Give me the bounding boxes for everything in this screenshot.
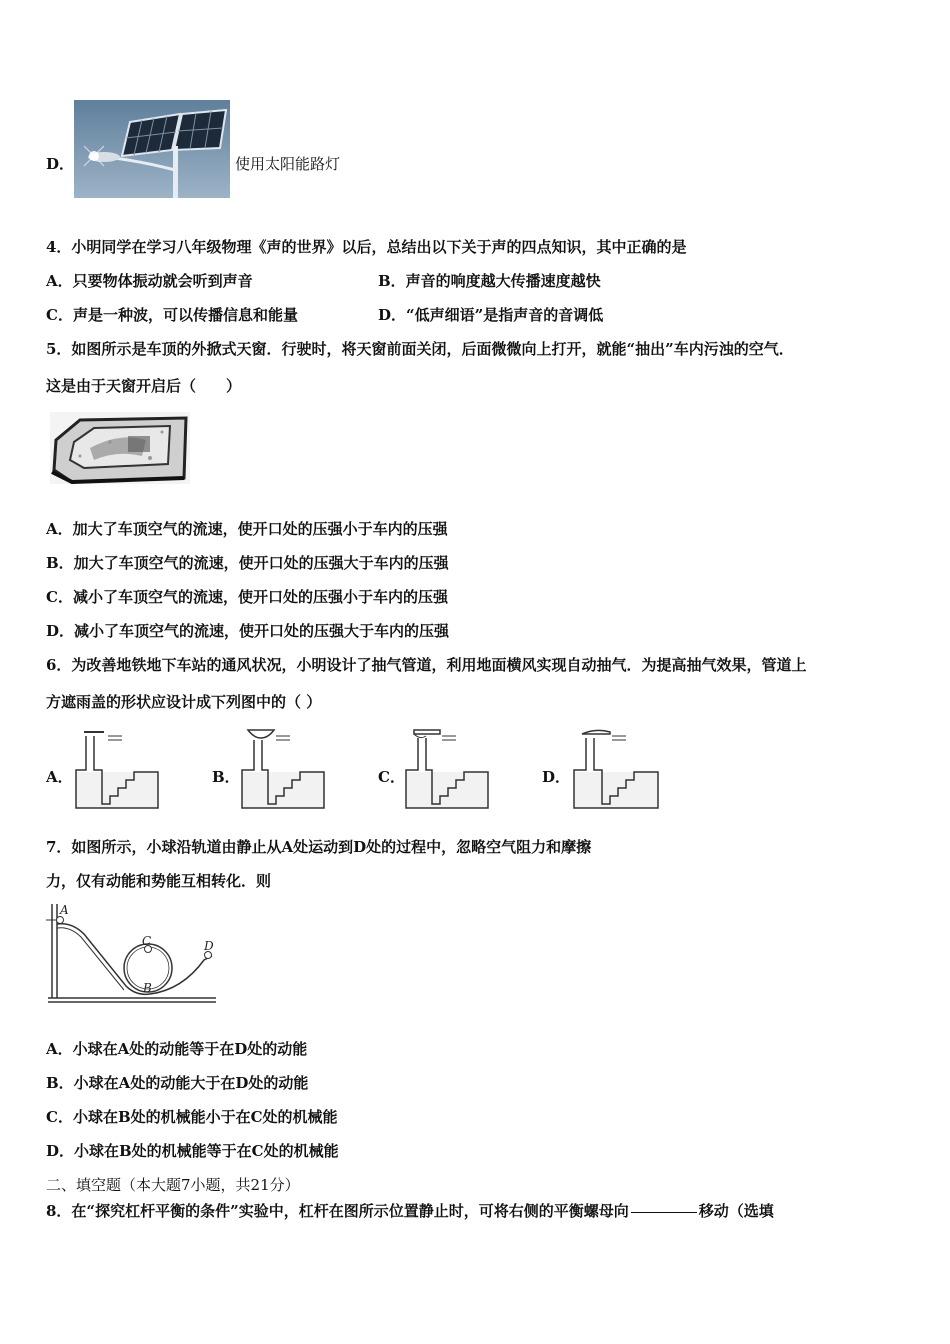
q8-stem-before: 8．在“探究杠杆平衡的条件”实验中，杠杆在图所示位置静止时，可将右侧的平衡螺母向	[46, 1202, 629, 1220]
q4-stem: 4．小明同学在学习八年级物理《声的世界》以后，总结出以下关于声的四点知识，其中正确的是	[46, 238, 687, 256]
q7-stem-line2: 力，仅有动能和势能互相转化．则	[46, 872, 272, 890]
q5-option-b: B．加大了车顶空气的流速，使开口处的压强大于车内的压强	[46, 554, 449, 572]
q6-option-b-label: B．	[212, 768, 240, 786]
q7-track-figure	[44, 900, 222, 1006]
q6-stem-line1: 6．为改善地铁地下车站的通风状况，小明设计了抽气管道，利用地面横风实现自动抽气．为提高抽气效果，管道上	[46, 656, 807, 674]
q5-option-c: C．减小了车顶空气的流速，使开口处的压强小于车内的压强	[46, 588, 448, 606]
q6-stem-line2: 方遮雨盖的形状应设计成下列图中的（ ）	[46, 693, 322, 711]
q6-figure-b	[240, 726, 330, 810]
q6-figure-d	[572, 726, 664, 810]
q4-option-a: A．只要物体振动就会听到声音	[46, 272, 253, 290]
q4-option-b: B．声音的响度越大传播速度越快	[378, 272, 601, 290]
q5-stem-line1: 5．如图所示是车顶的外掀式天窗．行驶时，将天窗前面关闭，后面微微向上打开，就能“抽出”车内污浊的空气．	[46, 340, 794, 358]
q7-option-c: C．小球在B处的机械能小于在C处的机械能	[46, 1108, 338, 1126]
q7-label-b: B	[143, 981, 152, 995]
q6-option-a-label: A．	[46, 768, 73, 786]
q7-label-d: D	[204, 939, 214, 953]
q7-label-a: A	[60, 903, 69, 917]
q5-stem-line2: 这是由于天窗开启后（ ）	[46, 377, 242, 395]
q5-option-a: A．加大了车顶空气的流速，使开口处的压强小于车内的压强	[46, 520, 448, 538]
q4-option-d: D．“低声细语”是指声音的音调低	[378, 306, 604, 324]
q4-option-c: C．声是一种波，可以传播信息和能量	[46, 306, 298, 324]
q3-option-d-text: 使用太阳能路灯	[235, 155, 341, 173]
q3-option-d-label: D．	[46, 155, 75, 173]
q7-option-a: A．小球在A处的动能等于在D处的动能	[46, 1040, 308, 1058]
solar-street-light-image	[74, 100, 230, 198]
q6-figure-c	[404, 726, 494, 810]
car-sunroof-image	[50, 412, 190, 484]
q6-option-c-label: C．	[378, 768, 405, 786]
q7-label-c: C	[142, 934, 152, 948]
q6-figure-a	[74, 726, 164, 810]
q8-stem	[46, 1200, 774, 1221]
q7-option-b: B．小球在A处的动能大于在D处的动能	[46, 1074, 309, 1092]
q7-option-d: D．小球在B处的机械能等于在C处的机械能	[46, 1142, 339, 1160]
q6-option-d-label: D．	[542, 768, 571, 786]
section2-title: 二、填空题（本大题7小题，共21分）	[46, 1176, 300, 1194]
q8-answer-blank[interactable]	[631, 1212, 697, 1213]
q5-option-d: D．减小了车顶空气的流速，使开口处的压强大于车内的压强	[46, 622, 450, 640]
q8-stem-after: 移动（选填	[698, 1202, 774, 1220]
q7-stem-line1: 7．如图所示，小球沿轨道由静止从A处运动到D处的过程中，忽略空气阻力和摩擦	[46, 838, 592, 856]
